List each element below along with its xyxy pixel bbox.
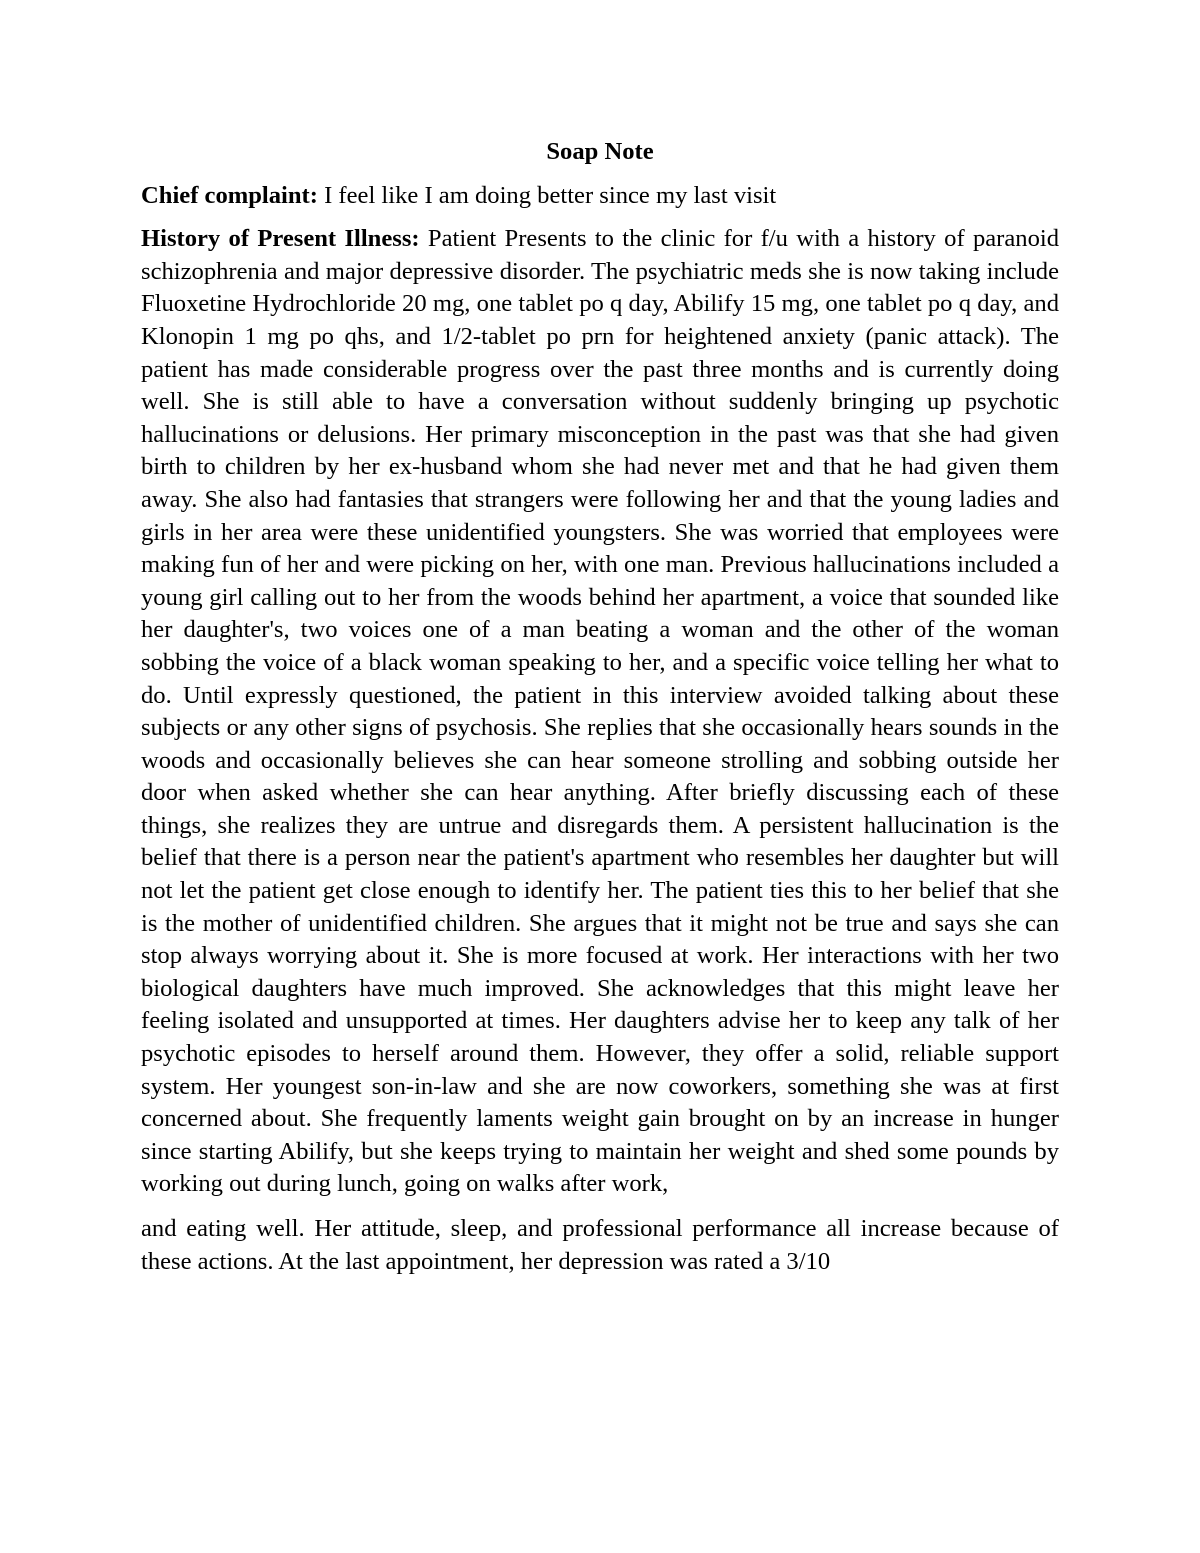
chief-complaint-text: I feel like I am doing better since my last visit bbox=[317, 181, 777, 209]
chief-complaint-label: Chief complaint: bbox=[141, 181, 318, 209]
chief-complaint-paragraph bbox=[141, 180, 1059, 213]
hpi-paragraph bbox=[141, 223, 1059, 1201]
document-body bbox=[141, 136, 1059, 1278]
continuation-paragraph: and eating well. Her attitude, sleep, and professional performance all increase because of these actions. At the last appointment, her depression was rated a 3/10 bbox=[141, 1215, 1059, 1275]
hpi-label: History of Present Illness: bbox=[141, 225, 420, 253]
hpi-text: Patient Presents to the clinic for f/u with a history of paranoid schizophrenia and major depressive disorder. The psychiatric meds she is now taking include Fluoxetine Hydrochloride 20 mg, one tablet po q day, Abilify 15 mg, one tablet po q day, and Klonopin 1 mg po qhs, and 1/2-tablet po prn for heightened anxiety (panic attack). The patient has made considerable progress over the past three months and is currently doing well. She is still able to have a conversation without suddenly bringing up psychotic hallucinations or delusions. Her primary misconception in the past was that she had given birth to children by her ex-husband whom she had never met and that he had given them away. She also had fantasies that strangers were following her and that the young ladies and girls in her area were these unidentified youngsters. She was worried that employees were making fun of her and were picking on her, with one man. Previous hallucinations included a young girl calling out to her from the woods behind her apartment, a voice that sounded like her daughter's, two voices one of a man beating a woman and the other of the woman sobbing the voice of a black woman speaking to her, and a specific voice telling her what to do. Until expressly questioned, the patient in this interview avoided talking about these subjects or any other signs of psychosis. She replies that she occasionally hears sounds in the woods and occasionally believes she can hear someone strolling and sobbing outside her door when asked whether she can hear anything. After briefly discussing each of these things, she realizes they are untrue and disregards them. A persistent hallucination is the belief that there is a person near the patient's apartment who resembles her daughter but will not let the patient get close enough to identify her. The patient ties this to her belief that she is the mother of unidentified children. She argues that it might not be true and says she can stop always worrying about it. She is more focused at work. Her interactions with her two biological daughters have much improved. She acknowledges that this might leave her feeling isolated and unsupported at times. Her daughters advise her to keep any talk of her psychotic episodes to herself around them. However, they offer a solid, reliable support system. Her youngest son-in-law and she are now coworkers, something she was at first concerned about. She frequently laments weight gain brought on by an increase in hunger since starting Abilify, but she keeps trying to maintain her weight and shed some pounds by working out during lunch, going on walks after work, bbox=[141, 225, 1060, 1198]
document-title: Soap Note bbox=[546, 138, 654, 165]
